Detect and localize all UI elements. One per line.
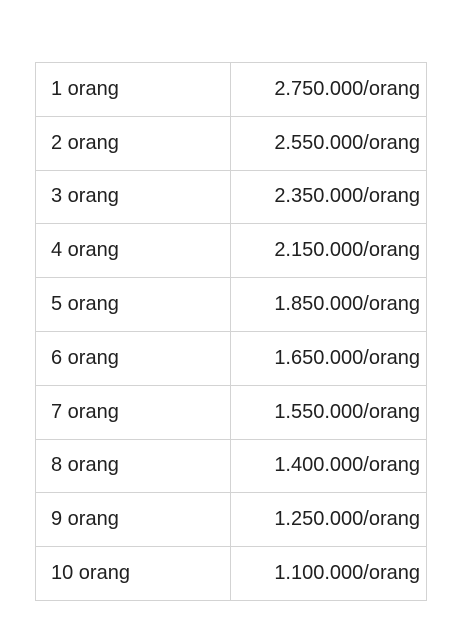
table-row xyxy=(36,385,427,439)
people-count-cell: 1 orang xyxy=(36,63,231,117)
people-count-cell: 8 orang xyxy=(36,439,231,493)
people-count-cell: 2 orang xyxy=(36,116,231,170)
people-count-cell: 10 orang xyxy=(36,547,231,601)
price-table xyxy=(35,62,427,601)
table-row xyxy=(36,439,427,493)
table-row xyxy=(36,547,427,601)
price-cell: 2.750.000/orang xyxy=(231,63,427,117)
people-count-cell: 6 orang xyxy=(36,331,231,385)
table-row xyxy=(36,278,427,332)
table-row xyxy=(36,116,427,170)
table-row xyxy=(36,63,427,117)
price-cell: 2.550.000/orang xyxy=(231,116,427,170)
price-cell: 1.100.000/orang xyxy=(231,547,427,601)
price-cell: 1.550.000/orang xyxy=(231,385,427,439)
price-cell: 1.650.000/orang xyxy=(231,331,427,385)
people-count-cell: 4 orang xyxy=(36,224,231,278)
table-row xyxy=(36,493,427,547)
people-count-cell: 5 orang xyxy=(36,278,231,332)
people-count-cell: 3 orang xyxy=(36,170,231,224)
price-cell: 1.250.000/orang xyxy=(231,493,427,547)
people-count-cell: 7 orang xyxy=(36,385,231,439)
table-row xyxy=(36,331,427,385)
price-cell: 2.350.000/orang xyxy=(231,170,427,224)
price-cell: 2.150.000/orang xyxy=(231,224,427,278)
price-cell: 1.400.000/orang xyxy=(231,439,427,493)
table-row xyxy=(36,224,427,278)
table-row xyxy=(36,170,427,224)
price-table-body xyxy=(36,63,427,601)
price-cell: 1.850.000/orang xyxy=(231,278,427,332)
people-count-cell: 9 orang xyxy=(36,493,231,547)
